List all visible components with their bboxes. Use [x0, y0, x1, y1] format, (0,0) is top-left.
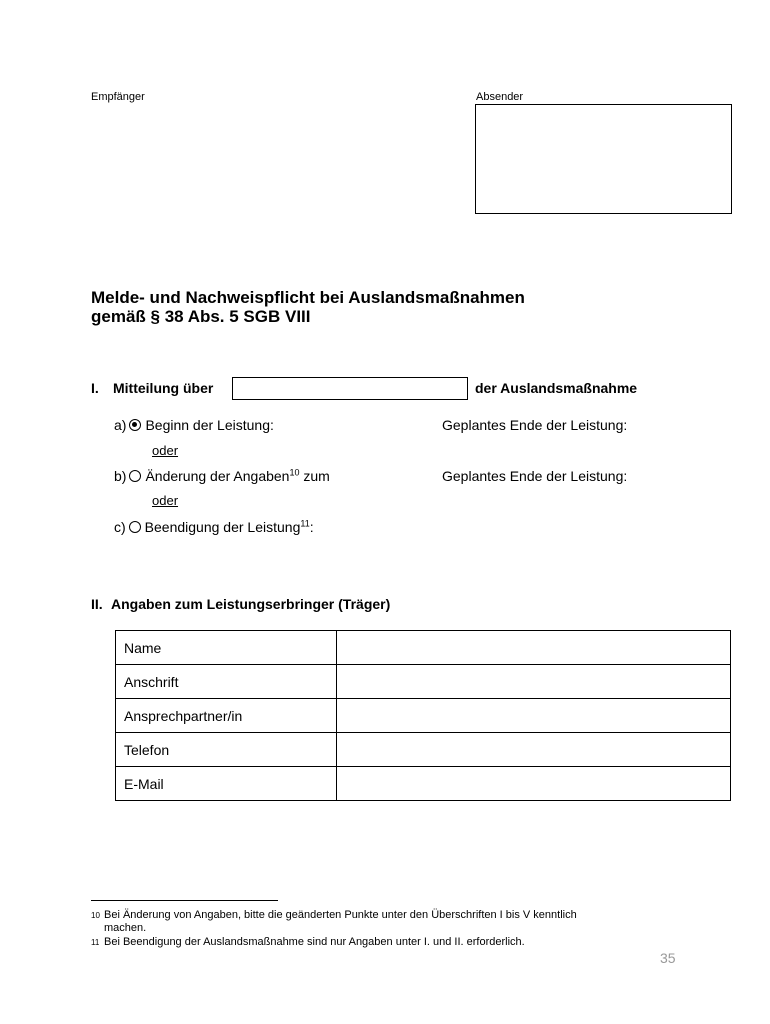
row-label-telefon: Telefon — [116, 733, 337, 767]
footnote-divider — [91, 900, 278, 901]
page-title — [91, 288, 525, 326]
absender-field[interactable] — [475, 104, 732, 214]
footnote-10: 10 Bei Änderung von Angaben, bitte die geänderten Punkte unter den Überschriften I bis V kenntlich machen. — [91, 909, 577, 934]
absender-label: Absender — [476, 91, 524, 103]
section-2-number: II. — [91, 596, 103, 612]
name-field[interactable] — [337, 631, 731, 665]
row-label-name: Name — [116, 631, 337, 665]
option-b-label: Änderung der Angaben$^{10}$ zum — [145, 467, 330, 484]
footnote-ref-10: 10 — [289, 467, 300, 478]
option-b-row — [114, 468, 330, 484]
option-a-label: Beginn der Leistung: — [145, 417, 274, 433]
option-a-letter: a) — [114, 417, 127, 433]
table-row — [116, 631, 731, 665]
email-field[interactable] — [337, 767, 731, 801]
section-1-suffix: der Auslandsmaßnahme — [475, 380, 638, 396]
page-number: 35 — [660, 950, 676, 966]
anschrift-field[interactable] — [337, 665, 731, 699]
traeger-table — [115, 630, 731, 801]
mitteilung-input[interactable] — [232, 377, 468, 400]
row-label-anschrift: Anschrift — [116, 665, 337, 699]
section-1-prefix: Mitteilung über — [113, 380, 214, 396]
option-c-label: Beendigung der Leistung$^{11}$: — [144, 518, 314, 535]
telefon-field[interactable] — [337, 733, 731, 767]
footnote-11: 11 Bei Beendigung der Auslandsmaßnahme sind nur Angaben unter I. und II. erforderlich. — [91, 936, 525, 948]
section-1-heading — [91, 380, 213, 396]
option-c-letter: c) — [114, 519, 126, 535]
option-a-row — [114, 417, 274, 433]
row-label-email: E-Mail — [116, 767, 337, 801]
table-row — [116, 665, 731, 699]
option-c-radio[interactable] — [129, 521, 141, 533]
oder-label-1: oder — [152, 443, 179, 458]
option-a-end-label: Geplantes Ende der Leistung: — [442, 417, 628, 433]
empfaenger-label: Empfänger — [91, 91, 145, 103]
option-b-radio[interactable] — [129, 470, 141, 482]
option-b-letter: b) — [114, 468, 127, 484]
footnote-ref-11: 11 — [300, 518, 310, 529]
oder-label-2: oder — [152, 493, 179, 508]
option-c-row — [114, 519, 314, 535]
section-1-number: I. — [91, 380, 99, 396]
section-2-title: Angaben zum Leistungserbringer (Träger) — [111, 596, 391, 612]
table-row — [116, 767, 731, 801]
option-a-radio[interactable] — [129, 419, 141, 431]
title-line-2: gemäß § 38 Abs. 5 SGB VIII — [91, 307, 311, 326]
table-row — [116, 699, 731, 733]
title-line-1: Melde- und Nachweispflicht bei Auslandsmaßnahmen — [91, 288, 525, 307]
section-2-heading — [91, 596, 390, 612]
table-row — [116, 733, 731, 767]
row-label-ansprechpartner: Ansprechpartner/in — [116, 699, 337, 733]
ansprechpartner-field[interactable] — [337, 699, 731, 733]
option-b-end-label: Geplantes Ende der Leistung: — [442, 468, 628, 484]
